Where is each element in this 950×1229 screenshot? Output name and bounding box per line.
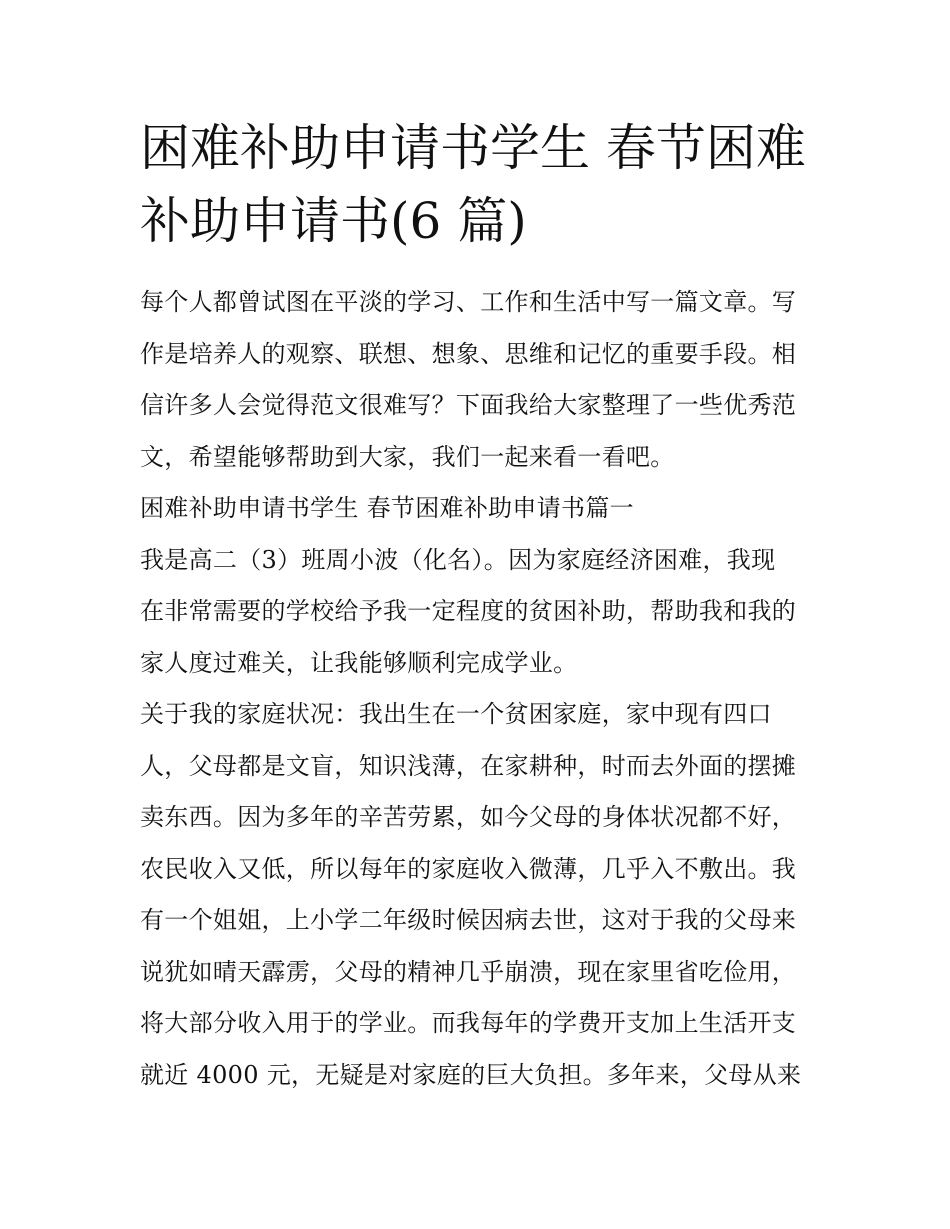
body-line-11: 卖东西。因为多年的辛苦劳累，如今父母的身体状况都不好， bbox=[140, 803, 797, 831]
body-line-2: 作是培养人的观察、联想、想象、思维和记忆的重要手段。相 bbox=[140, 339, 797, 368]
body-line-9: 关于我的家庭状况：我出生在一个贫困家庭，家中现有四口 bbox=[140, 700, 772, 728]
body-line-12: 农民收入又低，所以每年的家庭收入微薄，几乎入不敷出。我 bbox=[140, 854, 797, 883]
title-line-2: 补助申请书(6 篇) bbox=[140, 192, 527, 250]
body-line-6: 我是高二（3）班周小波（化名）。因为家庭经济困难，我现 bbox=[140, 545, 776, 574]
body-line-7: 在非常需要的学校给予我一定程度的贫困补助，帮助我和我的 bbox=[140, 597, 797, 625]
body-line-10: 人，父母都是文盲，知识浅薄，在家耕种，时而去外面的摆摊 bbox=[140, 751, 797, 780]
body-line-1: 每个人都曾试图在平淡的学习、工作和生活中写一篇文章。写 bbox=[140, 288, 797, 316]
body-line-14: 说犹如晴天霹雳，父母的精神几乎崩溃，现在家里省吃俭用， bbox=[140, 957, 797, 986]
body-line-4: 文，希望能够帮助到大家，我们一起来看一看吧。 bbox=[140, 442, 675, 471]
document-title bbox=[140, 112, 820, 258]
title-line-1: 困难补助申请书学生 春节困难 bbox=[140, 119, 806, 177]
body-line-15: 将大部分收入用于的学业。而我每年的学费开支加上生活开支 bbox=[140, 1009, 797, 1037]
body-line-3: 信许多人会觉得范文很难写？下面我给大家整理了一些优秀范 bbox=[140, 391, 797, 419]
body-line-13: 有一个姐姐，上小学二年级时候因病去世，这对于我的父母来 bbox=[140, 906, 797, 934]
body-line-8: 家人度过难关，让我能够顺利完成学业。 bbox=[140, 648, 578, 677]
body-line-16: 就近 4000 元，无疑是对家庭的巨大负担。多年来，父母从来 bbox=[140, 1060, 802, 1089]
section-heading: 困难补助申请书学生 春节困难补助申请书篇一 bbox=[140, 494, 634, 522]
document-body bbox=[140, 277, 830, 1101]
